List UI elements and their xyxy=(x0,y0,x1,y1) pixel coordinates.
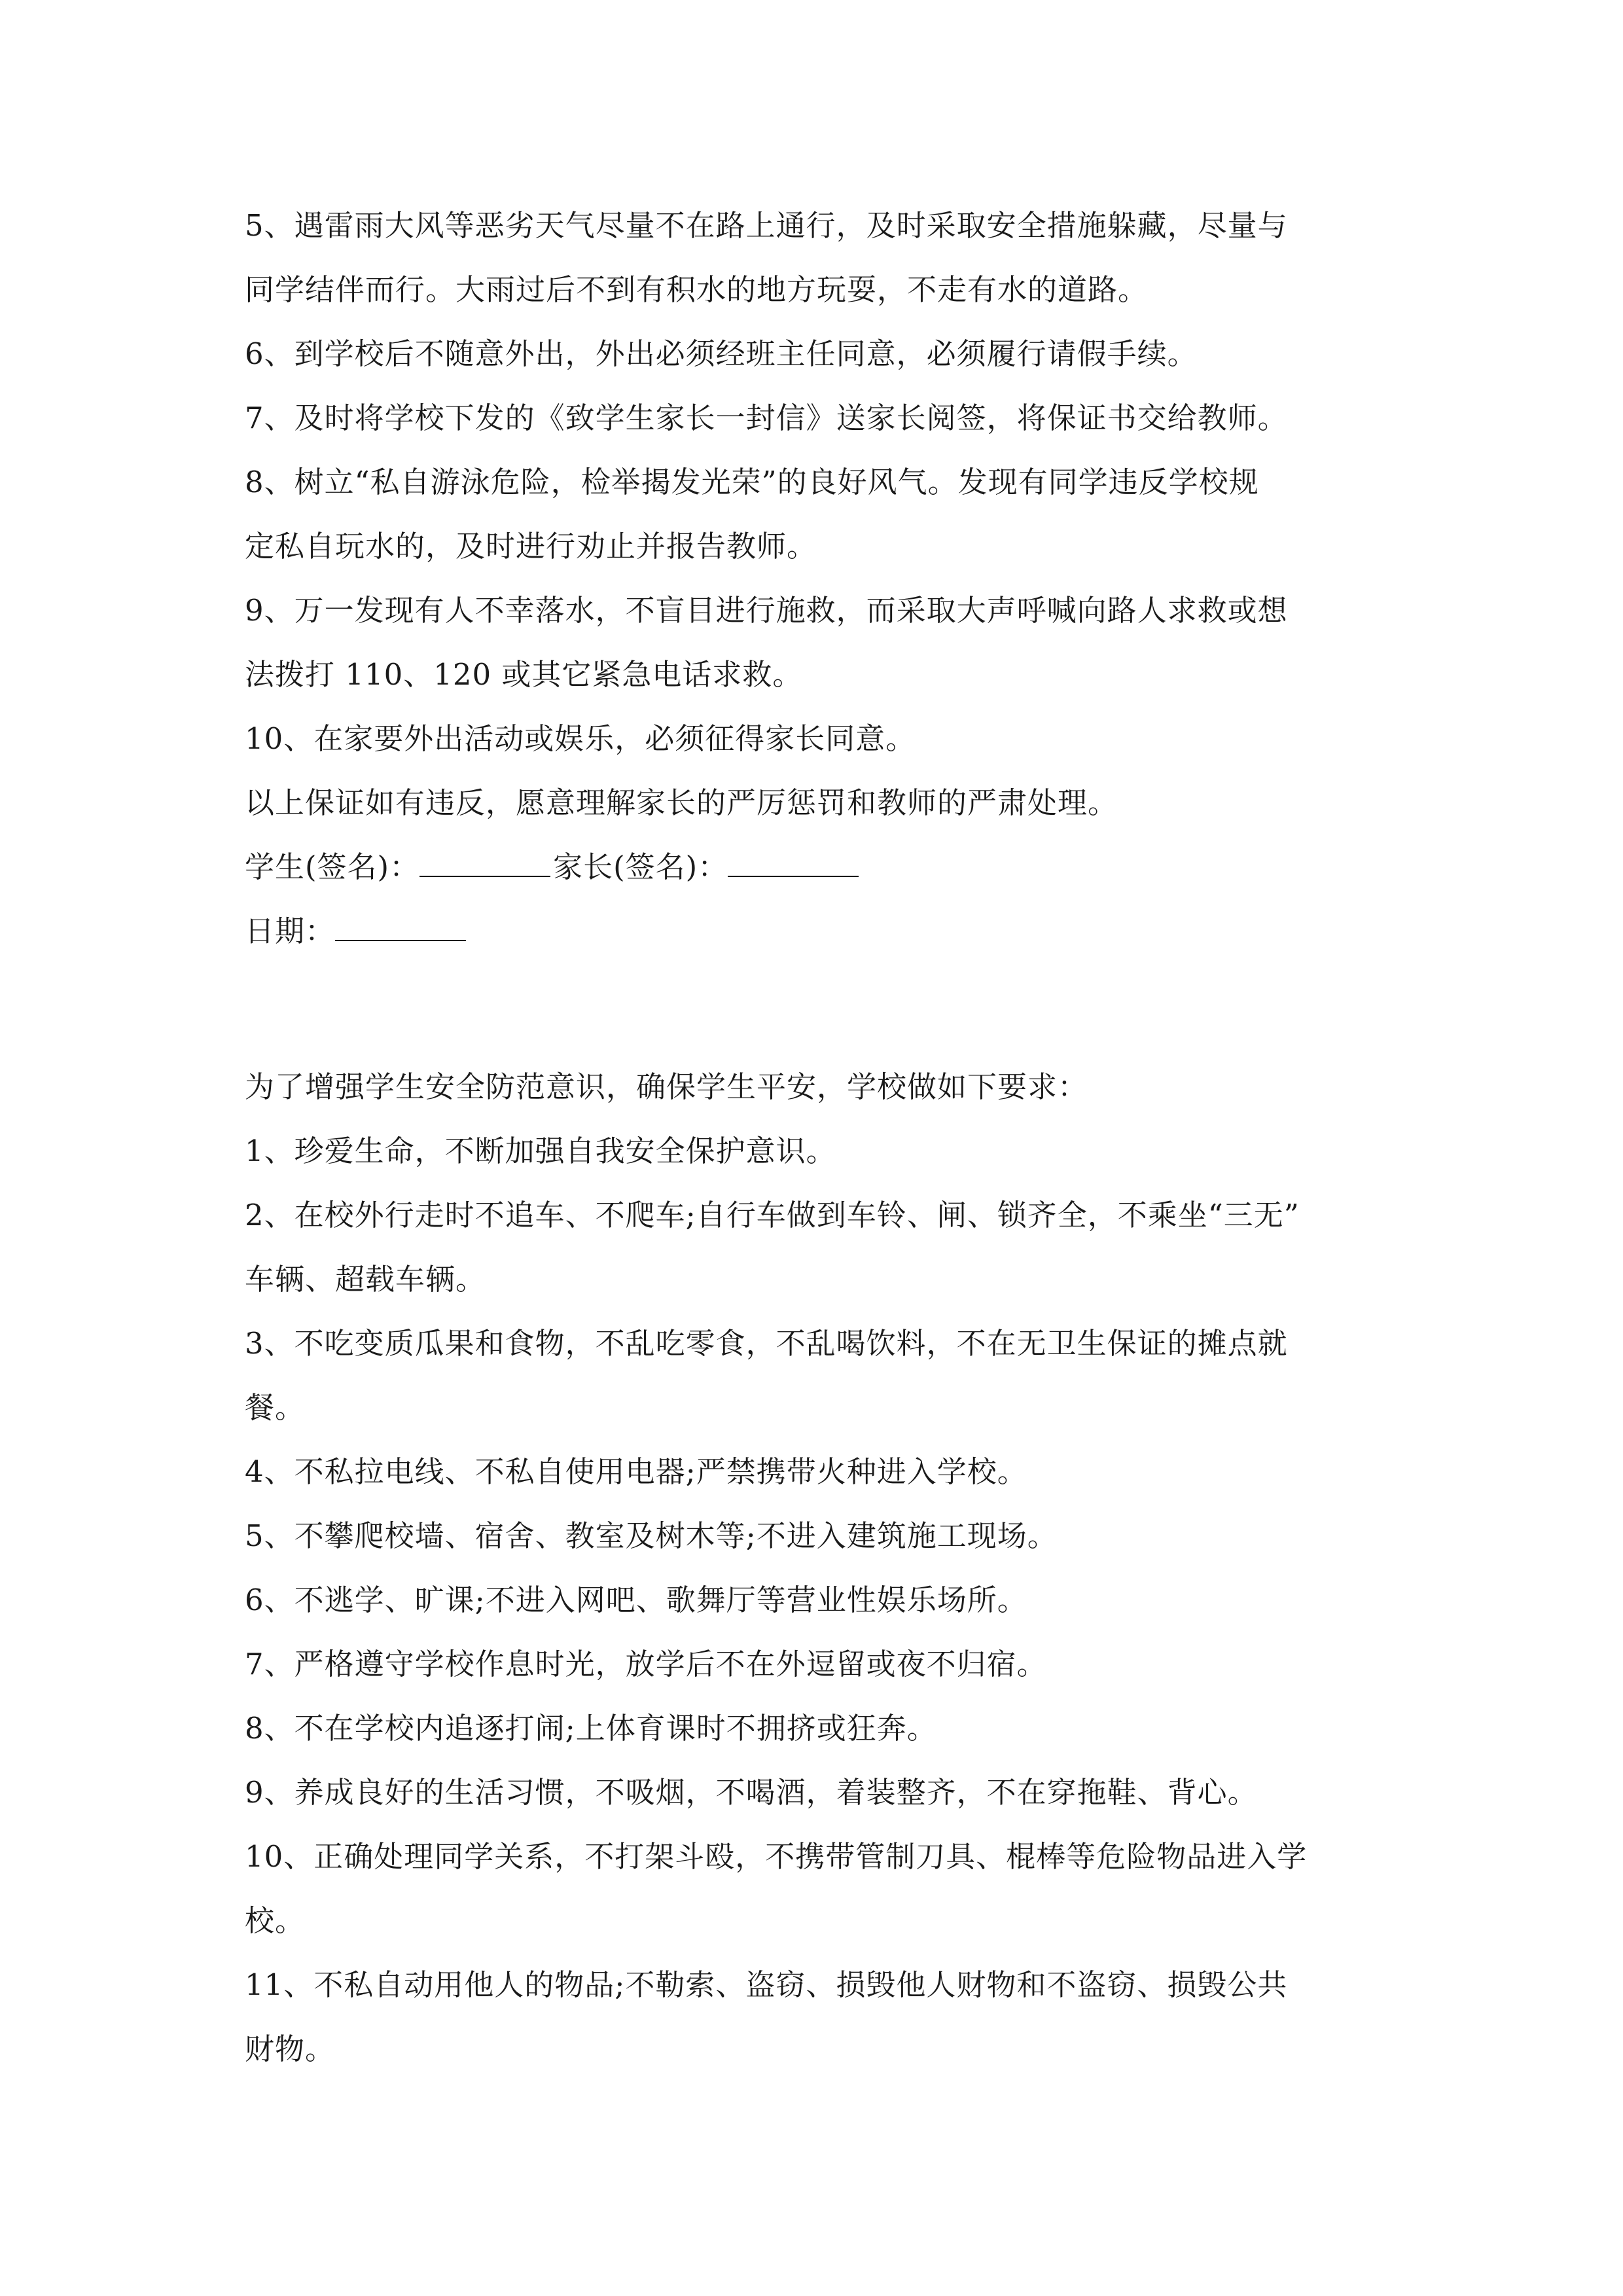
text-line: 2、在校外行走时不追车、不爬车;自行车做到车铃、闸、锁齐全，不乘坐“三无” xyxy=(245,1198,1300,1232)
text-line: 9、万一发现有人不幸落水，不盲目进行施救，而采取大声呼喊向路人求救或想 xyxy=(245,593,1288,628)
text-line: 以上保证如有违反，愿意理解家长的严厉惩罚和教师的严肃处理。 xyxy=(245,785,1118,820)
section-divider-space xyxy=(245,963,1383,1055)
text-line: 餐。 xyxy=(245,1390,306,1425)
parent-signature-label: 家长(签名)： xyxy=(553,850,728,884)
text-line: 9、养成良好的生活习惯，不吸烟，不喝酒，着装整齐，不在穿拖鞋、背心。 xyxy=(245,1775,1258,1810)
text-line: 11、不私自动用他人的物品;不勒索、盗窃、损毁他人财物和不盗窃、损毁公共 xyxy=(245,1967,1288,2002)
text-line: 6、到学校后不随意外出，外出必须经班主任同意，必须履行请假手续。 xyxy=(245,336,1198,371)
text-line: 10、正确处理同学关系，不打架斗殴，不携带管制刀具、棍棒等危险物品进入学 xyxy=(245,1839,1308,1874)
text-line: 7、严格遵守学校作息时光，放学后不在外逗留或夜不归宿。 xyxy=(245,1647,1047,1681)
text-line: 1、珍爱生命，不断加强自我安全保护意识。 xyxy=(245,1134,836,1168)
document-body xyxy=(245,194,1383,2081)
text-line: 3、不吃变质瓜果和食物，不乱吃零食，不乱喝饮料，不在无卫生保证的摊点就 xyxy=(245,1326,1288,1361)
text-line: 财物。 xyxy=(245,2032,336,2066)
text-line: 8、不在学校内追逐打闹;上体育课时不拥挤或狂奔。 xyxy=(245,1711,937,1746)
date-line xyxy=(245,899,1383,963)
text-line: 8、树立“私自游泳危险，检举揭发光荣”的良好风气。发现有同学违反学校规 xyxy=(245,465,1259,499)
text-line: 同学结伴而行。大雨过后不到有积水的地方玩耍，不走有水的道路。 xyxy=(245,272,1149,307)
text-line: 7、及时将学校下发的《致学生家长一封信》送家长阅签，将保证书交给教师。 xyxy=(245,401,1288,435)
text-line: 法拨打 110、120 或其它紧急电话求救。 xyxy=(245,657,803,692)
student-signature-label: 学生(签名)： xyxy=(245,850,420,884)
text-line: 定私自玩水的，及时进行劝止并报告教师。 xyxy=(245,529,817,564)
text-line: 5、不攀爬校墙、宿舍、教室及树木等;不进入建筑施工现场。 xyxy=(245,1518,1058,1553)
text-line: 10、在家要外出活动或娱乐，必须征得家长同意。 xyxy=(245,721,916,756)
text-line: 5、遇雷雨大风等恶劣天气尽量不在路上通行，及时采取安全措施躲藏，尽量与 xyxy=(245,208,1288,243)
date-field[interactable] xyxy=(335,902,466,941)
intro-line: 为了增强学生安全防范意识，确保学生平安，学校做如下要求： xyxy=(245,1069,1088,1104)
date-label: 日期： xyxy=(245,914,336,948)
parent-signature-field[interactable] xyxy=(728,838,859,877)
text-line: 6、不逃学、旷课;不进入网吧、歌舞厅等营业性娱乐场所。 xyxy=(245,1583,1027,1617)
text-line: 4、不私拉电线、不私自使用电器;严禁携带火种进入学校。 xyxy=(245,1454,1027,1489)
text-line: 车辆、超载车辆。 xyxy=(245,1262,486,1297)
student-signature-field[interactable] xyxy=(419,838,550,877)
signature-line xyxy=(245,835,1383,899)
text-line: 校。 xyxy=(245,1903,306,1938)
